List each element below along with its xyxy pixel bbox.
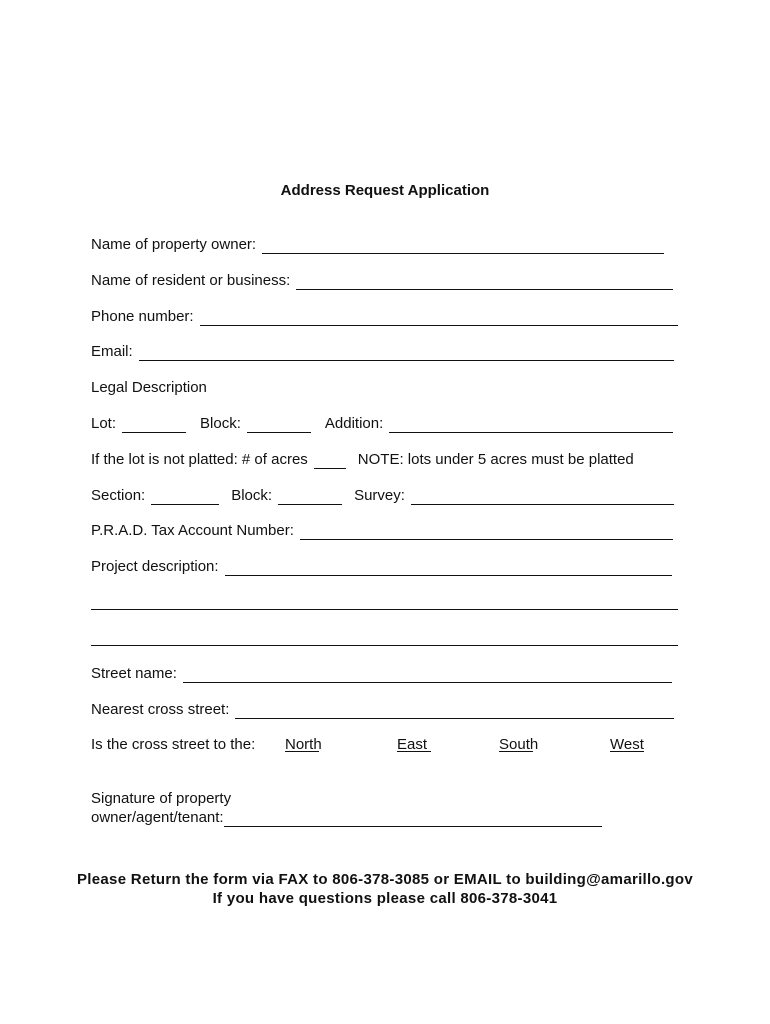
addition-label: Addition: [324,415,384,432]
section-field[interactable] [151,489,219,505]
addition-field[interactable] [389,417,673,433]
contact-info: If you have questions please call 806-378-3041 [212,890,558,907]
legal-description-row [91,379,678,397]
return-instructions: Please Return the form via FAX to 806-378-3085 or EMAIL to building@amarillo.gov [77,871,693,888]
project-label: Project description: [91,558,219,575]
legal-description-label: Legal Description [91,379,207,396]
street-row [91,665,678,683]
resident-label: Name of resident or business: [91,272,291,289]
owner-row [91,236,678,254]
east-label: East [397,736,428,753]
project-field[interactable] [225,560,672,576]
phone-field[interactable] [200,310,678,326]
survey-field[interactable] [411,489,674,505]
resident-field[interactable] [296,274,673,290]
acres-field[interactable] [314,453,346,469]
cross-street-row [91,701,678,719]
cross-street-field[interactable] [235,703,674,719]
prad-field[interactable] [300,524,673,540]
signature-field[interactable] [224,811,602,827]
resident-row [91,272,678,290]
signature-label-2: owner/agent/tenant: [91,809,224,826]
block2-field[interactable] [278,489,342,505]
block2-label: Block: [231,487,273,504]
south-label: South [499,736,539,753]
phone-label: Phone number: [91,308,194,325]
section-row [91,487,678,505]
prad-label: P.R.A.D. Tax Account Number: [91,522,294,539]
acres-row [91,451,678,469]
project-row-3 [91,630,678,646]
north-option[interactable] [285,736,322,753]
owner-label: Name of property owner: [91,236,257,253]
project-field-2[interactable] [91,594,678,610]
phone-row [91,308,678,326]
direction-row [91,736,678,754]
street-label: Street name: [91,665,177,682]
project-row [91,558,678,576]
lot-label: Lot: [91,415,117,432]
email-row [91,343,678,361]
section-label: Section: [91,487,146,504]
email-label: Email: [91,343,133,360]
survey-label: Survey: [354,487,405,504]
prad-row [91,522,678,540]
west-label: West [610,736,644,753]
not-platted-label: If the lot is not platted: # of acres [91,451,308,468]
signature-block [91,789,602,827]
form-title: Address Request Application [280,182,490,199]
north-label: North [285,736,322,753]
owner-field[interactable] [262,238,664,254]
block-field[interactable] [247,417,311,433]
lot-row [91,415,678,433]
cross-street-label: Nearest cross street: [91,701,230,718]
project-field-3[interactable] [91,630,678,646]
street-field[interactable] [183,667,672,683]
platting-note: NOTE: lots under 5 acres must be platted [357,451,634,468]
project-row-2 [91,594,678,610]
lot-field[interactable] [122,417,186,433]
block-label: Block: [200,415,241,432]
email-field[interactable] [139,345,674,361]
signature-label-1: Signature of property [91,790,232,807]
direction-label: Is the cross street to the: [91,736,256,753]
